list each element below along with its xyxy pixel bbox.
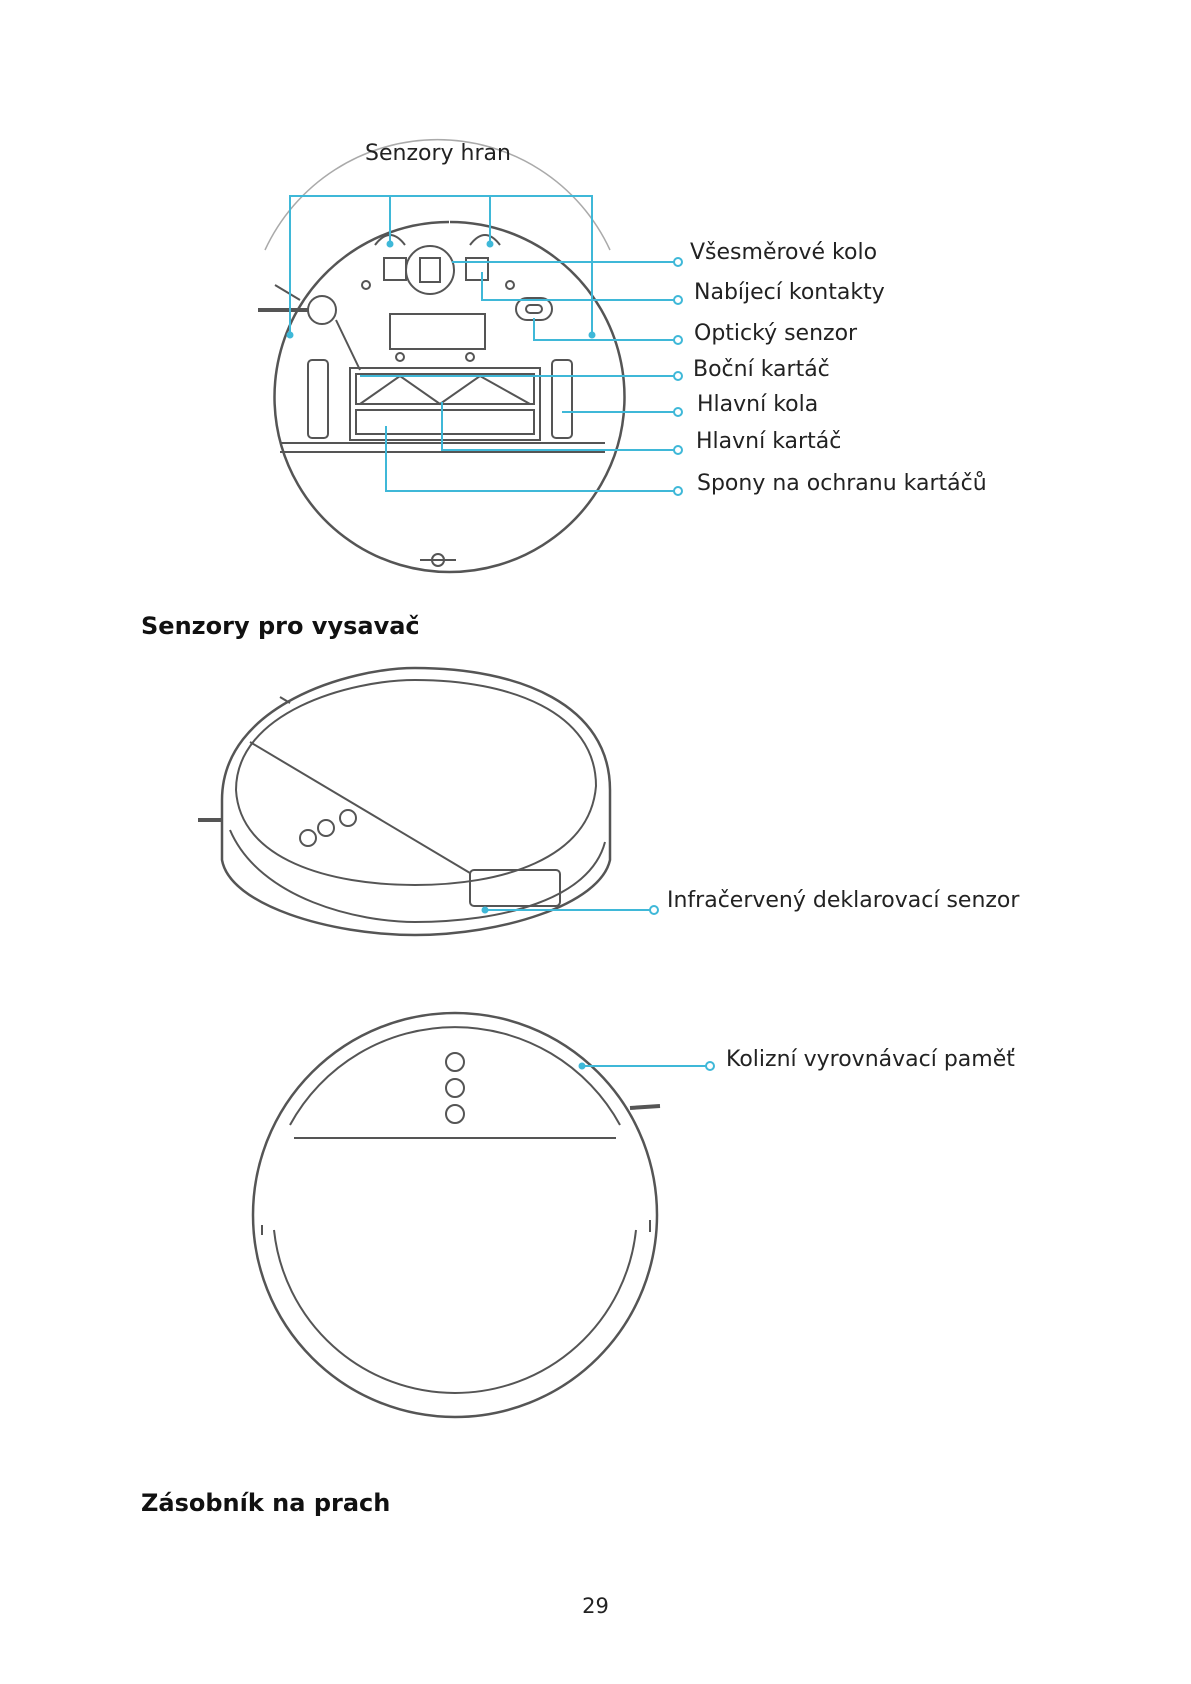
bumper-label: Kolizní vyrovnávací paměť — [726, 1047, 1015, 1072]
page-number: 29 — [582, 1594, 609, 1618]
omni-wheel-label: Všesměrové kolo — [690, 240, 878, 265]
ir-sensor-label: Infračervený deklarovací senzor — [667, 888, 1020, 913]
section-title-sensors: Senzory pro vysavač — [141, 612, 420, 640]
edge-sensors-label: Senzory hran — [365, 141, 511, 166]
side-brush-label: Boční kartáč — [693, 357, 830, 382]
brush-guard-clips-label: Spony na ochranu kartáčů — [697, 471, 987, 496]
main-wheels-label: Hlavní kola — [697, 392, 819, 417]
charging-contacts-label: Nabíjecí kontakty — [694, 280, 885, 305]
section-title-dustbin: Zásobník na prach — [141, 1489, 391, 1517]
main-brush-label: Hlavní kartáč — [696, 429, 842, 454]
optical-sensor-label: Optický senzor — [694, 321, 858, 346]
